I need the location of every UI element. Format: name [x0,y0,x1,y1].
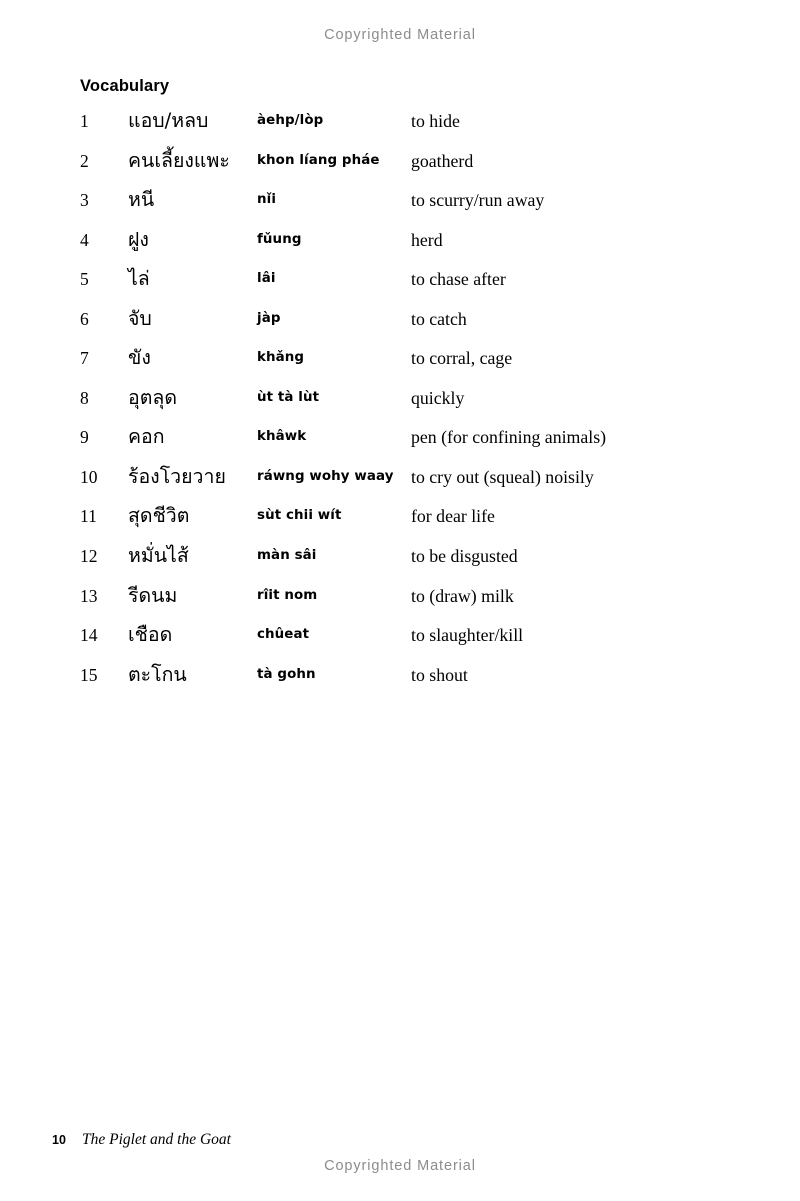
vocab-english-meaning: herd [411,229,443,250]
page-footer [0,1133,800,1155]
vocab-thai-word: ฝูง [128,227,149,251]
table-row [0,583,800,623]
table-row [0,227,800,267]
vocab-transliteration: lâi [257,271,276,287]
vocab-thai-word: คอก [128,425,165,449]
table-row [0,266,800,306]
vocab-thai-word: สุดชีวิต [128,504,190,528]
vocab-number: 13 [80,585,98,606]
vocab-transliteration: sùt chii wít [257,508,342,524]
vocab-english-meaning: pen (for confining animals) [411,427,607,448]
vocab-transliteration: rîit nom [257,587,318,603]
vocab-transliteration: tà gohn [257,666,316,682]
vocab-thai-word: จับ [128,306,152,330]
vocab-transliteration: khon líang pháe [257,152,380,168]
vocab-number: 3 [80,190,89,211]
vocab-thai-word: คนเลี้ยงแพะ [128,148,230,172]
vocab-thai-word: หมั่นไส้ [128,544,189,568]
vocab-number: 10 [80,466,98,487]
footer-page-number: 10 [52,1133,66,1147]
table-row [0,306,800,346]
vocab-number: 4 [80,229,89,250]
vocab-number: 8 [80,387,89,408]
footer-book-title: The Piglet and the Goat [82,1131,231,1148]
vocab-transliteration: àehp/lòp [257,113,324,128]
vocab-number: 12 [80,546,98,567]
vocab-thai-word: หนี [128,188,155,212]
table-row [0,503,800,543]
vocab-transliteration: khǎng [257,350,305,366]
table-row [0,464,800,504]
vocab-english-meaning: to be disgusted [411,546,518,567]
vocab-thai-word: ร้องโวยวาย [128,464,226,488]
vocabulary-table [0,108,800,701]
vocab-transliteration: nǐi [257,192,277,208]
vocab-number: 7 [80,348,89,369]
table-row [0,424,800,464]
table-row [0,108,800,148]
vocab-english-meaning: to shout [411,664,468,685]
vocab-transliteration: fǔung [257,231,302,247]
vocab-english-meaning: to catch [411,308,467,329]
vocab-transliteration: ùt tà lùt [257,389,320,405]
vocab-english-meaning: quickly [411,387,465,408]
vocab-english-meaning: to hide [411,111,460,131]
table-row [0,345,800,385]
table-row [0,662,800,702]
vocab-english-meaning: to slaughter/kill [411,625,524,646]
vocab-number: 2 [80,150,89,171]
vocab-thai-word: ขัง [128,346,151,370]
page-title: Vocabulary [80,77,170,95]
vocab-number: 1 [80,111,89,131]
vocab-thai-word: เชือด [128,623,173,647]
vocab-english-meaning: goatherd [411,150,474,171]
table-row [0,543,800,583]
vocab-number: 6 [80,308,89,329]
vocab-number: 14 [80,625,98,646]
vocab-number: 15 [80,664,98,685]
vocab-thai-word: แอบ/หลบ [128,109,209,132]
vocab-number: 5 [80,269,89,290]
vocab-transliteration: màn sâi [257,548,317,564]
vocab-english-meaning: to chase after [411,269,506,290]
vocab-number: 9 [80,427,89,448]
table-row [0,187,800,227]
table-row [0,385,800,425]
vocab-english-meaning: to corral, cage [411,348,513,369]
vocab-transliteration: chûeat [257,627,310,643]
vocab-english-meaning: to (draw) milk [411,585,514,606]
vocab-thai-word: อุตลุด [128,385,177,409]
vocab-thai-word: รีดนม [128,583,178,607]
table-row [0,148,800,188]
copyright-watermark-top: Copyrighted Material [324,27,476,43]
table-row [0,622,800,662]
vocab-number: 11 [80,506,97,527]
vocab-english-meaning: for dear life [411,506,495,527]
vocab-english-meaning: to cry out (squeal) noisily [411,466,594,487]
vocab-thai-word: ตะโกน [128,662,187,686]
vocab-transliteration: ráwng wohy waay [257,468,394,484]
vocab-thai-word: ไล่ [128,267,150,291]
vocab-english-meaning: to scurry/run away [411,190,545,211]
vocab-transliteration: jàp [257,310,281,326]
vocab-transliteration: khâwk [257,429,307,445]
copyright-watermark-bottom: Copyrighted Material [324,1158,476,1174]
